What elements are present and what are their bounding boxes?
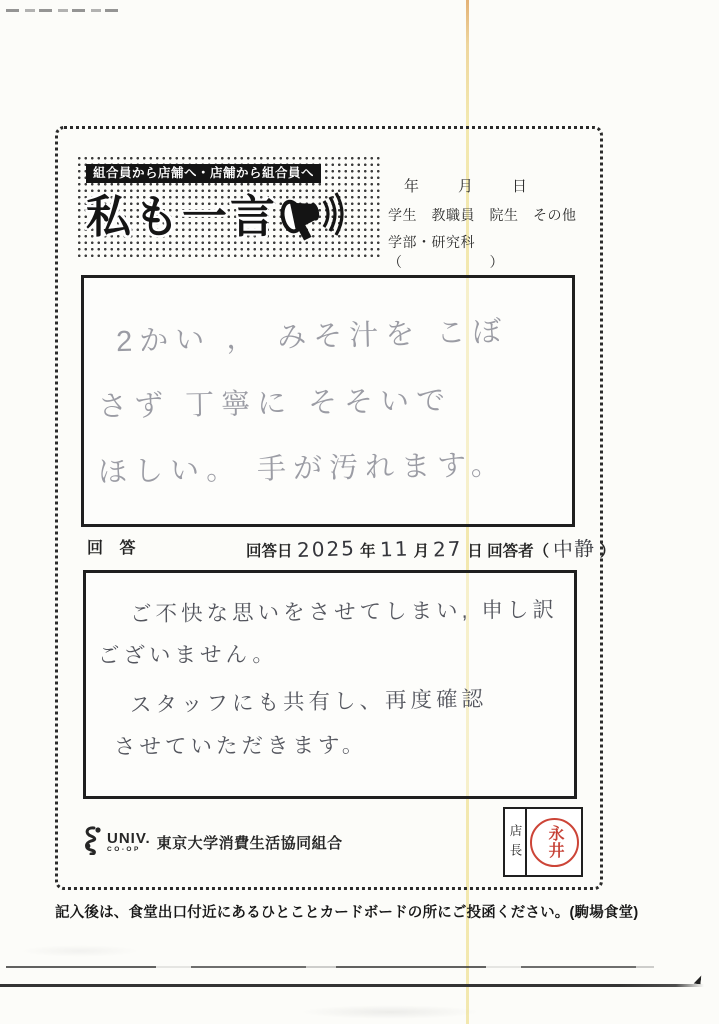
coop-logo-row	[82, 825, 343, 860]
coop-wordmark	[107, 831, 151, 854]
card-title: 私も一言	[86, 191, 279, 243]
stamp-cell	[527, 809, 581, 875]
responder-label: 回答者（	[487, 543, 550, 560]
reply-day-value: 27	[433, 536, 464, 562]
hanko-seal: 永井	[530, 818, 579, 867]
feedback-card	[55, 126, 616, 890]
reply-answer-line: ご不快な思いをさせてしまい, 申し訳	[129, 597, 559, 627]
scan-artifact-solid-line	[0, 984, 704, 987]
reply-date-label: 回答日	[246, 543, 293, 560]
coop-emblem-icon	[82, 825, 104, 860]
manager-stamp-box	[503, 807, 583, 877]
department-blank-line: 学部・研究科（ ）	[388, 234, 504, 270]
card-header-fields	[388, 175, 583, 272]
reply-day-unit: 日	[467, 543, 483, 560]
responder-close-paren: ）	[599, 543, 616, 560]
member-message-line: 2かい ， みそ汁を こぼ	[115, 315, 509, 359]
reply-answer-line: スタッフにも共有し、再度確認	[129, 686, 488, 718]
member-message-box	[81, 275, 575, 527]
scan-smudge	[20, 945, 140, 957]
reply-answer-line: させていただきます。	[113, 733, 368, 759]
reply-month-unit: 月	[413, 543, 430, 560]
card-title-block	[76, 155, 380, 261]
coop-univ-text: UNIV.	[107, 830, 151, 848]
date-blank-line: 年 月 日	[404, 178, 531, 195]
member-message-line: ほしい。 手が汚れます。	[97, 449, 508, 489]
stamp-role-label: 店長	[505, 809, 527, 875]
reply-year-unit: 年	[360, 543, 376, 560]
scan-artifact-top-dashes	[6, 9, 118, 12]
reply-label: 回 答	[87, 540, 142, 557]
scan-smudge	[300, 1005, 480, 1019]
status-options-line: 学生 教職員 院生 その他	[388, 207, 577, 223]
reply-answer-box	[83, 570, 577, 799]
coop-org-name: 東京大学消費生活協同組合	[156, 835, 343, 852]
submission-instruction: 記入後は、食堂出口付近にあるひとことカードボードの所にご投函ください。(駒場食堂)	[55, 905, 639, 921]
reply-month-value: 11	[379, 536, 410, 562]
card-banner: 組合員から店舗へ・店舗から組合員へ	[86, 164, 321, 183]
reply-year-value: 2025	[296, 535, 357, 563]
reply-meta-line	[246, 533, 615, 562]
scan-artifact-mark	[694, 975, 702, 985]
member-message-line: さず 丁寧に そそいで	[97, 384, 453, 424]
responder-name: 中静	[553, 536, 596, 562]
scan-artifact-broken-line	[6, 966, 654, 968]
coop-coop-text: CO-OP	[107, 846, 141, 854]
reply-answer-line: ございません。	[97, 642, 278, 668]
megaphone-icon	[280, 189, 344, 248]
